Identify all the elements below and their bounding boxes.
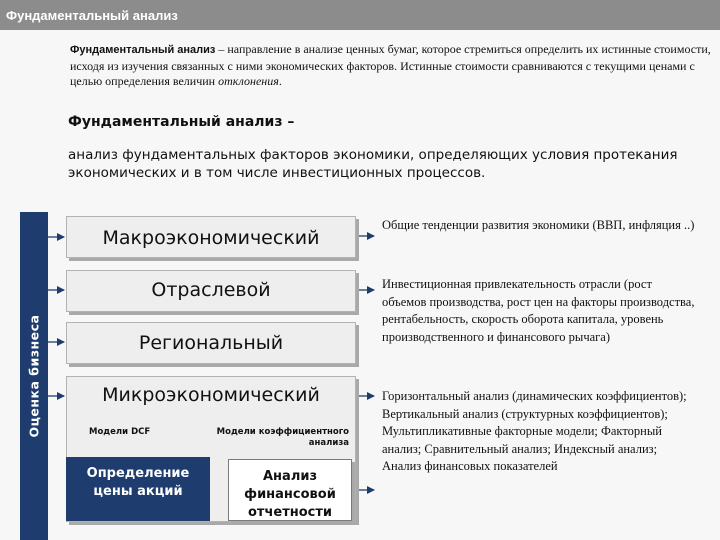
financial-statements-box: Анализ финансовой отчетности: [228, 459, 352, 521]
intro-end: .: [278, 74, 282, 88]
definition-text: анализ фундаментальных факторов экономики, определяющих условия протекания экономических и в том числе инвестиционных процессов.: [68, 147, 678, 181]
level-industry-label: Отраслевой: [151, 279, 271, 301]
intro-term: Фундаментальный анализ: [70, 44, 216, 56]
desc-micro: Горизонтальный анализ (динамических коэффициентов); Вертикальный анализ (структурных коэффициентов); Мультипликативные факторные модели; Факторный анализ; Сравнительный анализ; Индексный анализ; Анализ финансовых показателей: [382, 389, 687, 473]
level-region-box: [66, 322, 356, 364]
level-micro-label: Микроэкономический: [102, 384, 320, 406]
intro-emphasis: отклонения: [218, 74, 279, 88]
section-heading: Фундаментальный анализ –: [68, 114, 295, 130]
level-region-label: Региональный: [138, 332, 284, 354]
model-coefficient-line1: Модели коэффициентного: [216, 427, 349, 437]
price-determination-box: Определение цены акций: [66, 457, 210, 521]
desc-macro: Общие тенденции развития экономики (ВВП, инфляция ..): [382, 218, 695, 232]
desc-industry: Инвестиционная привлекательность отрасли (рост объемов производства, рост цен на факторы производства, рентабельность, скорость оборота капитала, уровень производственного и финансового рычага): [382, 277, 695, 344]
window-title: Фундаментальный анализ: [0, 0, 720, 30]
model-coefficient-label: [189, 427, 349, 449]
intro-text: – направление в анализе ценных бумаг, которое стремиться определить их истинные стоимости, исходя из изучения связанных с ними экономических факторов. Истинные стоимости сравниваются с текущими ценами с целью определения величин: [70, 42, 711, 88]
model-dcf-label: Модели DCF: [89, 427, 151, 437]
sidebar-label: Оценка бизнеса: [26, 314, 42, 438]
level-macro-label: Макроэкономический: [102, 227, 320, 249]
level-macro-box: [66, 216, 356, 258]
level-industry-box: [66, 270, 356, 312]
model-coefficient-line2: анализа: [308, 438, 349, 448]
